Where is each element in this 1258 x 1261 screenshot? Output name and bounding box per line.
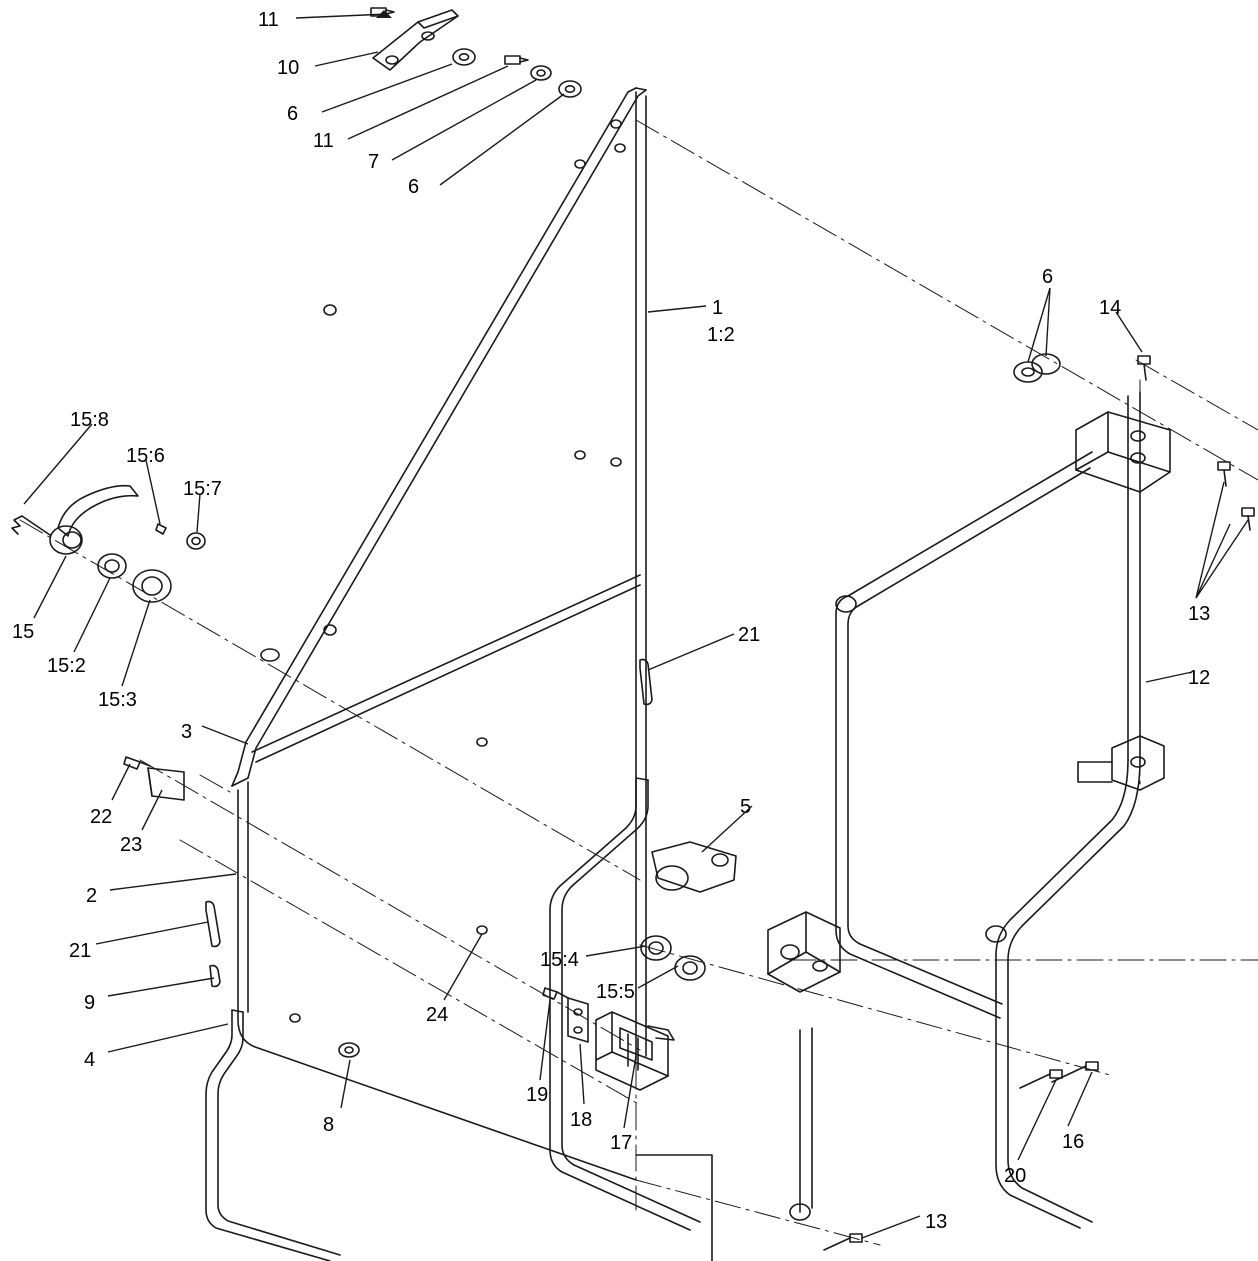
callout-label: 15:6 bbox=[126, 445, 165, 467]
callout-label: 5 bbox=[740, 796, 752, 818]
callout-label: 2 bbox=[86, 885, 98, 907]
callout-label: 6 bbox=[1042, 266, 1054, 288]
callout-label: 15:7 bbox=[183, 478, 222, 500]
callout-label: 15:2 bbox=[47, 655, 86, 677]
callout-label: 11 bbox=[313, 130, 334, 152]
callout-label: 12 bbox=[1188, 667, 1211, 689]
callout-label: 15:4 bbox=[540, 949, 579, 971]
callout-label: 18 bbox=[570, 1109, 593, 1131]
callout-label: 17 bbox=[610, 1132, 633, 1154]
callout-label: 19 bbox=[526, 1084, 549, 1106]
callout-label: 23 bbox=[120, 834, 143, 856]
callout-label: 1:2 bbox=[707, 324, 735, 346]
callout-label: 15:8 bbox=[70, 409, 109, 431]
callout-label: 22 bbox=[90, 806, 113, 828]
callout-label: 7 bbox=[368, 151, 380, 173]
callout-label: 6 bbox=[408, 176, 420, 198]
callout-label: 6 bbox=[287, 103, 299, 125]
callout-label: 20 bbox=[1004, 1165, 1027, 1187]
callout-label: 8 bbox=[323, 1114, 335, 1136]
callout-label: 15:3 bbox=[98, 689, 137, 711]
callout-label: 21 bbox=[738, 624, 761, 646]
callout-label: 1 bbox=[712, 297, 724, 319]
callout-label: 15 bbox=[12, 621, 35, 643]
callout-label: 10 bbox=[277, 57, 300, 79]
callout-label: 24 bbox=[426, 1004, 449, 1026]
callout-label: 11 bbox=[258, 9, 279, 31]
callout-label: 14 bbox=[1099, 297, 1122, 319]
callout-label: 16 bbox=[1062, 1131, 1085, 1153]
callout-label: 9 bbox=[84, 992, 96, 1014]
callout-label: 21 bbox=[69, 940, 92, 962]
callout-label: 4 bbox=[84, 1049, 96, 1071]
callout-label: 13 bbox=[1188, 603, 1211, 625]
callout-label: 15:5 bbox=[596, 981, 635, 1003]
callout-label: 13 bbox=[925, 1211, 948, 1233]
callout-label: 3 bbox=[181, 721, 193, 743]
